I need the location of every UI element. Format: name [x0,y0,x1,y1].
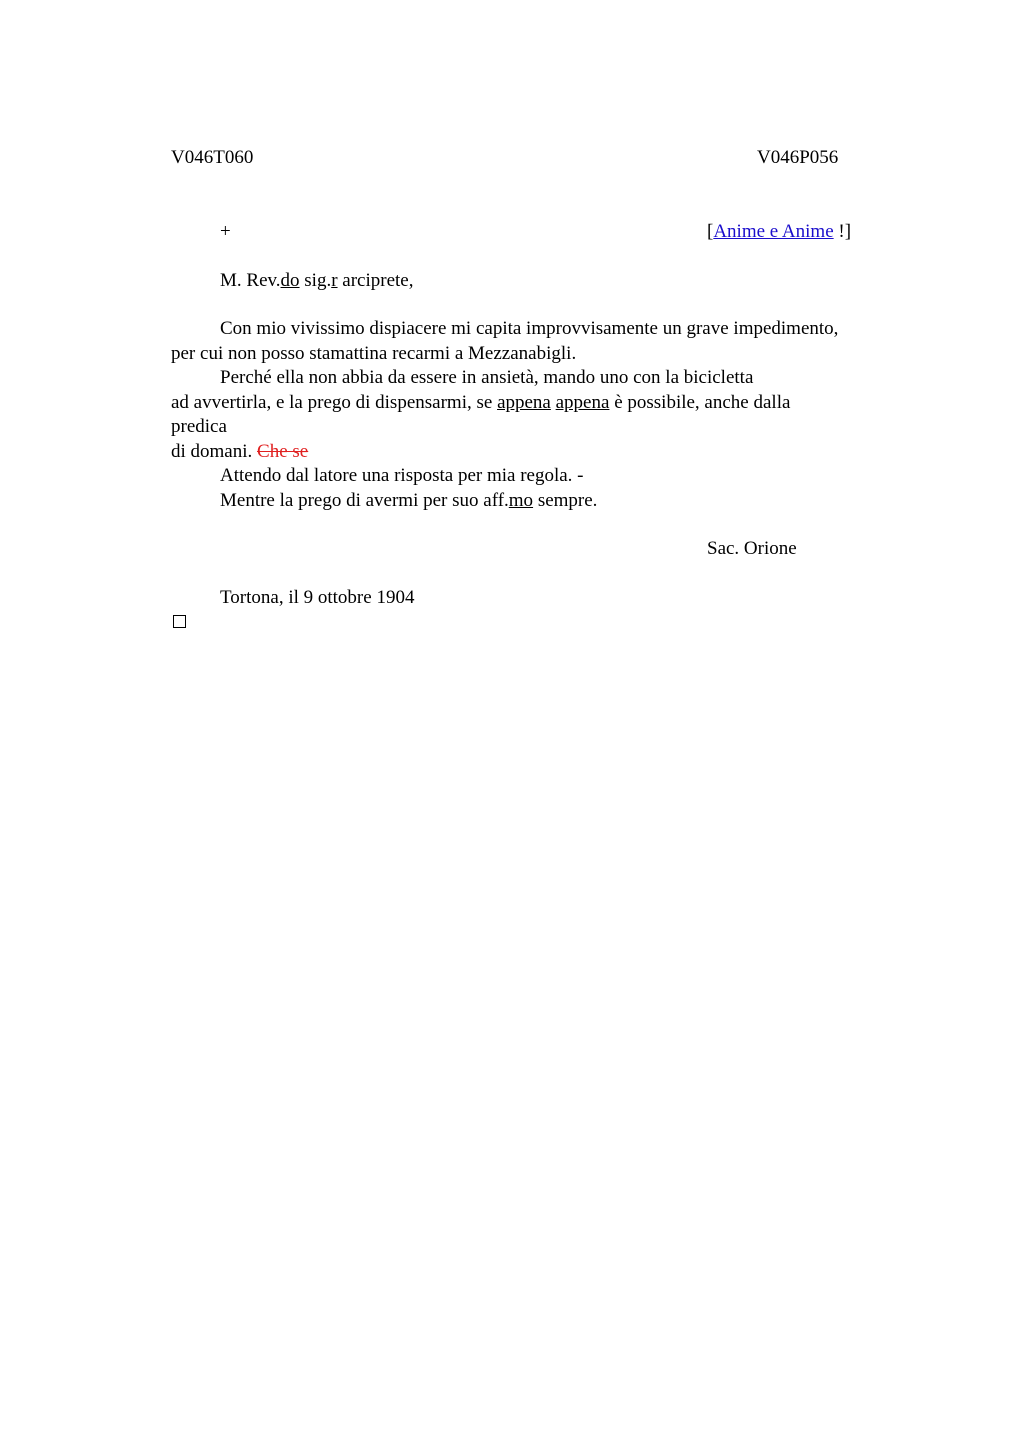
body-text: sempre. [533,490,598,511]
end-marker-square-icon [173,615,186,628]
body-line-4 [171,391,790,415]
body-text: è possibile, anche dalla [609,392,791,413]
underlined-word: appena [555,392,610,413]
underlined-word: appena [497,392,551,413]
salutation-abbrev-underlined: r [331,270,338,291]
document-code-right: V046P056 [757,147,839,168]
signature: Sac. Orione [707,538,797,559]
salutation-part: M. Rev. [220,270,281,291]
deleted-text: Che se [257,441,309,462]
cross-symbol: + [220,221,231,242]
body-line-7: Attendo dal latore una risposta per mia regola. - [220,465,584,486]
underlined-abbrev: mo [508,490,534,511]
body-line-6 [171,440,308,464]
body-text: Mentre la prego di avermi per suo aff. [220,490,509,511]
dateline: Tortona, il 9 ottobre 1904 [220,587,415,608]
body-text: ad avvertirla, e la prego di dispensarmi, se [171,392,498,413]
body-line-5: predica [171,416,227,437]
salutation-abbrev-underlined: do [280,270,300,291]
salutation-part: arciprete, [337,270,414,291]
motto-open-bracket: [ [707,221,714,242]
body-text: di domani. [171,441,258,462]
salutation-part: sig. [299,270,332,291]
body-line-3: Perché ella non abbia da essere in ansietà, mando uno con la bicicletta [220,367,754,388]
motto-tail: !] [833,221,852,242]
body-line-2: per cui non posso stamattina recarmi a Mezzanabigli. [171,343,577,364]
motto-link[interactable]: Anime e Anime [713,221,834,242]
document-code-left: V046T060 [171,147,254,168]
salutation [220,269,414,293]
body-line-1: Con mio vivissimo dispiacere mi capita improvvisamente un grave impedimento, [220,318,839,339]
motto [707,220,851,244]
body-line-8 [220,489,597,513]
